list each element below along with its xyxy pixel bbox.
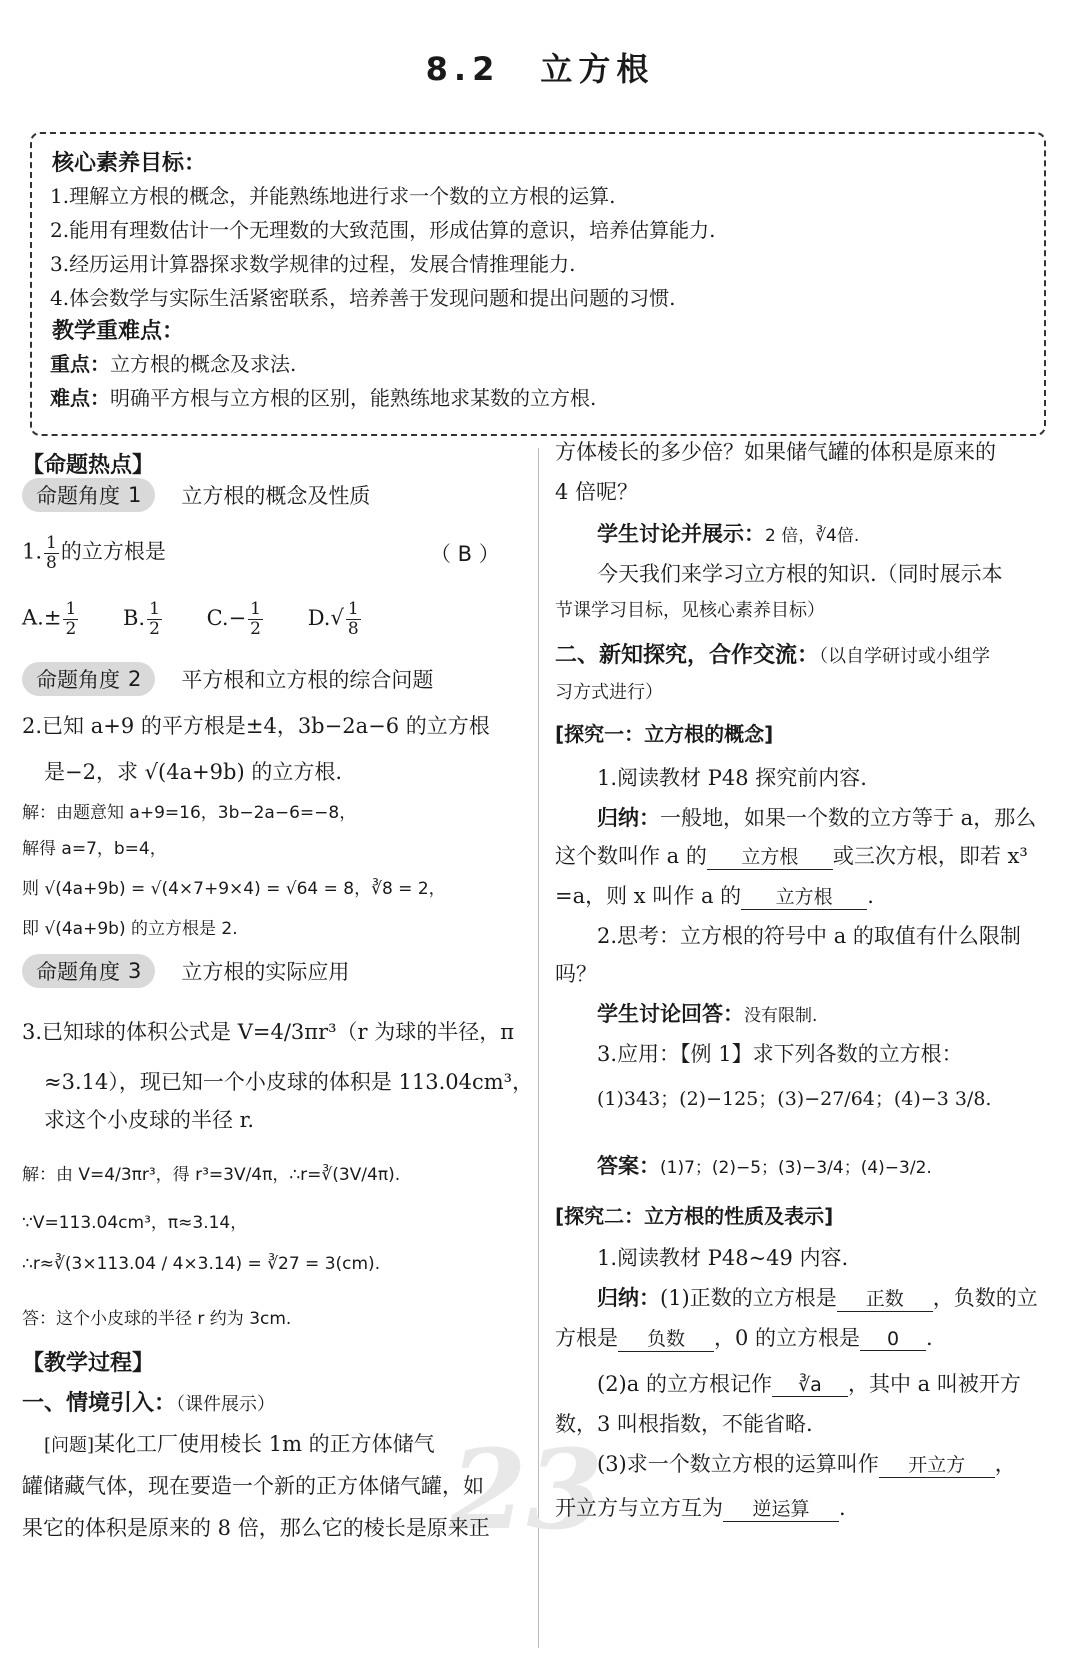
blank-answer: 开立方	[879, 1450, 995, 1478]
blank-answer: ∛a	[772, 1374, 848, 1397]
goal-item: 3.经历运用计算器探求数学规律的过程，发展合情推理能力.	[50, 252, 576, 276]
summary-text: (1)正数的立方根是	[660, 1286, 837, 1310]
summary-text: 一般地，如果一个数的立方等于 a，那么	[660, 806, 1037, 830]
section2-note: 习方式进行）	[555, 682, 663, 703]
angle-number: 1	[128, 483, 142, 507]
section2-heading: 二、新知探究，合作交流：	[555, 643, 820, 668]
summary-text: 方根是	[555, 1326, 618, 1350]
option-d: D.	[307, 605, 331, 630]
summary-text: 或三次方根，即若 x³	[832, 844, 1028, 868]
option-a: A.±	[22, 605, 62, 630]
key-text: 立方根的概念及求法.	[110, 352, 297, 376]
angle-1	[22, 478, 370, 512]
summary-text: (3)求一个数立方根的运算叫作	[597, 1452, 879, 1476]
blank-answer: 逆运算	[723, 1494, 839, 1522]
process-heading: 【教学过程】	[22, 1351, 155, 1376]
q2-solution: 解：由题意知 a+9=16，3b−2a−6=−8，	[22, 803, 357, 823]
q3-line: 求这个小皮球的半径 r.	[44, 1108, 255, 1132]
goals-heading: 核心素养目标：	[52, 151, 207, 176]
summary-text: 这个数叫作 a 的	[555, 844, 707, 868]
angle-label: 命题角度	[36, 484, 120, 508]
q3-solution: ∵V=113.04cm³，π≈3.14，	[22, 1213, 248, 1233]
angle-title: 平方根和立方根的综合问题	[181, 668, 434, 692]
q1-options: A.± $\frac{1}{2}$ B. $\frac{1}{2}$ C.− $\frac{1}{2}$ D.√ $\frac{1}{8}$	[22, 599, 359, 639]
blank-answer: 负数	[618, 1324, 714, 1352]
hot-topics-heading: 【命题热点】	[22, 453, 155, 478]
angle-2	[22, 662, 433, 696]
section-title: 立方根	[540, 50, 655, 88]
problem-line: 罐储藏气体，现在要造一个新的正方体储气罐，如	[22, 1474, 484, 1498]
angle-number: 3	[128, 959, 142, 983]
summary-label: 归纳：	[597, 1286, 660, 1310]
think-line: 2.思考：立方根的符号中 a 的取值有什么限制	[597, 924, 1021, 948]
q3-line: ≈3.14），现已知一个小皮球的体积是 113.04cm³，	[44, 1070, 534, 1094]
q1-text: 的立方根是	[60, 539, 166, 564]
summary-label: 归纳：	[597, 806, 660, 830]
goal-item: 4.体会数学与实际生活紧密联系，培养善于发现问题和提出问题的习惯.	[50, 286, 676, 310]
summary-text: ，其中 a 叫被开方	[847, 1372, 1021, 1396]
summary-text: ，0 的立方根是	[714, 1326, 861, 1350]
intro-note: （课件展示）	[176, 1394, 276, 1415]
key-points-heading: 教学重难点：	[52, 319, 185, 344]
blank-answer: 0	[860, 1328, 926, 1351]
difficulty-label: 难点：	[50, 386, 110, 410]
summary-text: (2)a 的立方根记作	[597, 1372, 772, 1396]
angle-number: 2	[128, 667, 142, 691]
answer-text: (1)7；(2)−5；(3)−3/4；(4)−3/2.	[660, 1158, 932, 1178]
summary-text: 开立方与立方互为	[555, 1496, 723, 1520]
answer-label: 学生讨论回答：	[597, 1002, 744, 1026]
page-number: 23	[450, 1425, 604, 1554]
q2-line: 是−2，求 √(4a+9b) 的立方根.	[44, 760, 343, 784]
page-title	[0, 44, 1080, 90]
show-label: 学生讨论并展示：	[597, 522, 765, 546]
problem-line: 方体棱长的多少倍？如果储气罐的体积是原来的	[555, 440, 996, 464]
blank-answer: 立方根	[741, 882, 867, 910]
today-line: 节课学习目标，见核心素养目标）	[555, 600, 825, 621]
explore1-heading: [探究一：立方根的概念]	[555, 722, 774, 746]
e2-read: 1.阅读教材 P48~49 内容.	[597, 1246, 849, 1270]
option-b: B.	[122, 605, 146, 630]
intro-heading: 一、情境引入：	[22, 1391, 177, 1416]
q3-solution: 答：这个小皮球的半径 r 约为 3cm.	[22, 1309, 292, 1329]
section2-note: （以自学研讨或小组学	[819, 646, 991, 667]
apply-line: 3.应用：【例 1】求下列各数的立方根：	[597, 1042, 963, 1066]
explore2-heading: [探究二：立方根的性质及表示]	[555, 1204, 834, 1228]
summary-text: =a，则 x 叫作 a 的	[555, 884, 742, 908]
q1-answer: （ B ）	[430, 542, 500, 566]
e1-read: 1.阅读教材 P48 探究前内容.	[597, 766, 867, 790]
question-1: 1. $\frac{1}{8}$ 的立方根是	[22, 533, 166, 573]
goal-item: 2.能用有理数估计一个无理数的大致范围，形成估算的意识，培养估算能力.	[50, 218, 716, 242]
angle-title: 立方根的概念及性质	[181, 484, 371, 508]
goals-box	[30, 132, 1046, 436]
q2-line: 2.已知 a+9 的平方根是±4，3b−2a−6 的立方根	[22, 714, 490, 738]
q2-solution: 解得 a=7，b=4，	[22, 839, 167, 859]
q3-solution: ∴r≈∛(3×113.04 / 4×3.14) = ∛27 = 3(cm).	[22, 1254, 381, 1274]
show-text: 2 倍，∛4倍.	[765, 526, 860, 546]
q3-solution: 解：由 V=4/3πr³，得 r³=3V/4π，∴r=∛(3V/4π).	[22, 1165, 401, 1185]
problem-line: 某化工厂使用棱长 1m 的正方体储气	[94, 1432, 435, 1456]
angle-3	[22, 954, 349, 988]
q1-number: 1.	[22, 539, 43, 564]
answer-label: 答案：	[597, 1154, 660, 1178]
q2-solution: 即 √(4a+9b) 的立方根是 2.	[22, 919, 238, 939]
problem-line: 4 倍呢？	[555, 480, 639, 504]
answer-text: 没有限制.	[744, 1006, 818, 1026]
summary-text: ，负数的立	[932, 1286, 1038, 1310]
angle-label: 命题角度	[36, 668, 120, 692]
today-line: 今天我们来学习立方根的知识.（同时展示本	[597, 562, 1003, 586]
angle-title: 立方根的实际应用	[181, 960, 350, 984]
problem-line: 果它的体积是原来的 8 倍，那么它的棱长是原来正	[22, 1516, 490, 1540]
blank-answer: 正数	[837, 1284, 933, 1312]
key-label: 重点：	[50, 352, 110, 376]
section-number: 8.2	[425, 50, 501, 88]
option-c: C.−	[206, 605, 247, 630]
think-line: 吗？	[555, 962, 597, 986]
q2-solution: 则 √(4a+9b) = √(4×7+9×4) = √64 = 8，∛8 = 2，	[22, 879, 446, 899]
blank-answer: 立方根	[707, 842, 833, 870]
q3-line: 3.已知球的体积公式是 V=4/3πr³（r 为球的半径，π	[22, 1020, 515, 1044]
example-items: (1)343；(2)−125；(3)−27/64；(4)−3 3/8.	[597, 1088, 992, 1110]
difficulty-text: 明确平方根与立方根的区别，能熟练地求某数的立方根.	[110, 386, 597, 410]
summary-text: 数，3 叫根指数，不能省略.	[555, 1412, 813, 1436]
goal-item: 1.理解立方根的概念，并能熟练地进行求一个数的立方根的运算.	[50, 184, 616, 208]
problem-tag: [问题]	[44, 1435, 95, 1456]
angle-label: 命题角度	[36, 960, 120, 984]
